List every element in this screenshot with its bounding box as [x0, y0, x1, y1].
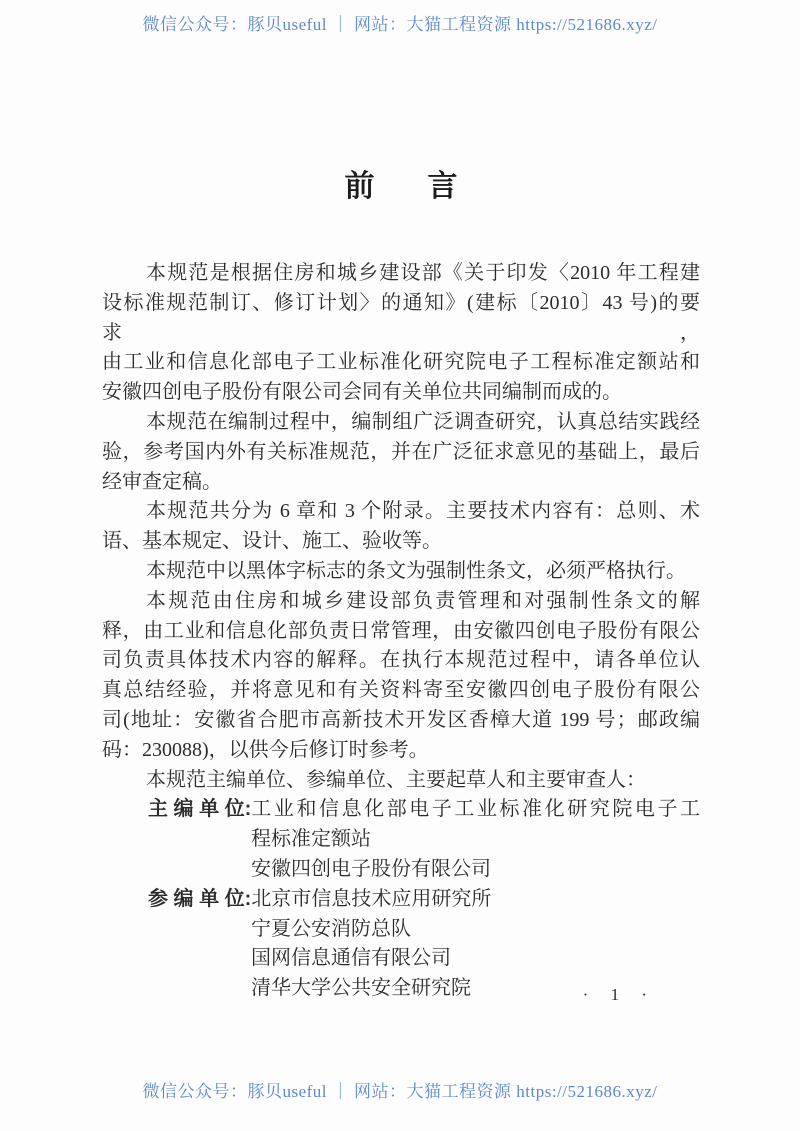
org-name: 工业和信息化部电子工业标准化研究院电子工 [251, 798, 700, 821]
paragraph [102, 259, 700, 408]
header-watermark: 微信公众号：豚贝useful ｜ 网站：大猫工程资源 https://521686.xyz/ [142, 15, 658, 34]
org-name: 程标准定额站 [251, 828, 371, 851]
paragraph [102, 557, 700, 587]
page-title [102, 161, 700, 205]
org-row [148, 885, 700, 915]
paragraph [102, 497, 700, 557]
paragraph-line: 设标准规范制订、修订计划〉的通知》(建标〔2010〕43 号)的要求， [102, 291, 700, 344]
editing-organizations [102, 795, 700, 1004]
paragraph-line: 司负责具体技术内容的解释。在执行本规范过程中，请各单位认 [102, 649, 700, 672]
org-label-spacer [148, 855, 251, 885]
org-label-spacer [148, 825, 251, 855]
org-name: 安徽四创电子股份有限公司 [251, 857, 491, 880]
paragraph-line: 码：230088)，以供今后修订时参考。 [102, 738, 429, 761]
paragraph-line: 司(地址：安徽省合肥市高新技术开发区香樟大道 199 号；邮政编 [102, 708, 700, 731]
page-number: · 1 · [582, 985, 656, 1004]
paragraph-line: 本规范主编单位、参编单位、主要起草人和主要审查人： [146, 768, 646, 791]
paragraph-line: 语、基本规定、设计、施工、验收等。 [102, 530, 442, 553]
org-row [148, 944, 700, 974]
org-row [148, 795, 700, 825]
org-name: 国网信息通信有限公司 [251, 947, 451, 970]
paragraph-line: 由工业和信息化部电子工业标准化研究院电子工程标准定额站和 [102, 351, 700, 374]
org-row [148, 855, 700, 885]
org-name: 北京市信息技术应用研究所 [251, 887, 492, 910]
title-char-2: 言 [427, 170, 458, 203]
paragraph-line: 验，参考国内外有关标准规范，并在广泛征求意见的基础上，最后 [102, 440, 700, 463]
org-label-spacer [148, 944, 251, 974]
paragraph-line: 本规范在编制过程中，编制组广泛调查研究，认真总结实践经 [146, 410, 700, 433]
paragraph-line: 真总结经验，并将意见和有关资料寄至安徽四创电子股份有限公 [102, 679, 700, 702]
org-name: 清华大学公共安全研究院 [251, 977, 471, 1000]
co-editor-label: 参 编 单 位: [148, 887, 252, 910]
footer-watermark: 微信公众号：豚贝useful ｜ 网站：大猫工程资源 https://521686.xyz/ [142, 1082, 658, 1101]
paragraph-line: 本规范由住房和城乡建设部负责管理和对强制性条文的解 [146, 589, 700, 612]
org-row [148, 825, 700, 855]
paragraph-line: 本规范是根据住房和城乡建设部《关于印发〈2010 年工程建 [146, 262, 700, 284]
paragraph [102, 587, 700, 766]
paragraph-line: 本规范中以黑体字标志的条文为强制性条文，必须严格执行。 [146, 559, 686, 582]
document-body [102, 259, 700, 1004]
paragraph [102, 408, 700, 497]
title-char-1: 前 [344, 170, 375, 203]
chief-editor-label: 主 编 单 位: [148, 798, 252, 821]
org-name: 宁夏公安消防总队 [251, 917, 411, 940]
paragraph-line: 释，由工业和信息化部负责日常管理，由安徽四创电子股份有限公 [102, 619, 700, 642]
org-row [148, 915, 700, 945]
paragraph-line: 本规范共分为 6 章和 3 个附录。主要技术内容有：总则、术 [146, 500, 700, 523]
org-label-spacer [148, 915, 251, 945]
paragraph-line: 经审查定稿。 [102, 470, 222, 493]
paragraph-line: 安徽四创电子股份有限公司会同有关单位共同编制而成的。 [102, 381, 622, 404]
paragraph [102, 766, 700, 796]
